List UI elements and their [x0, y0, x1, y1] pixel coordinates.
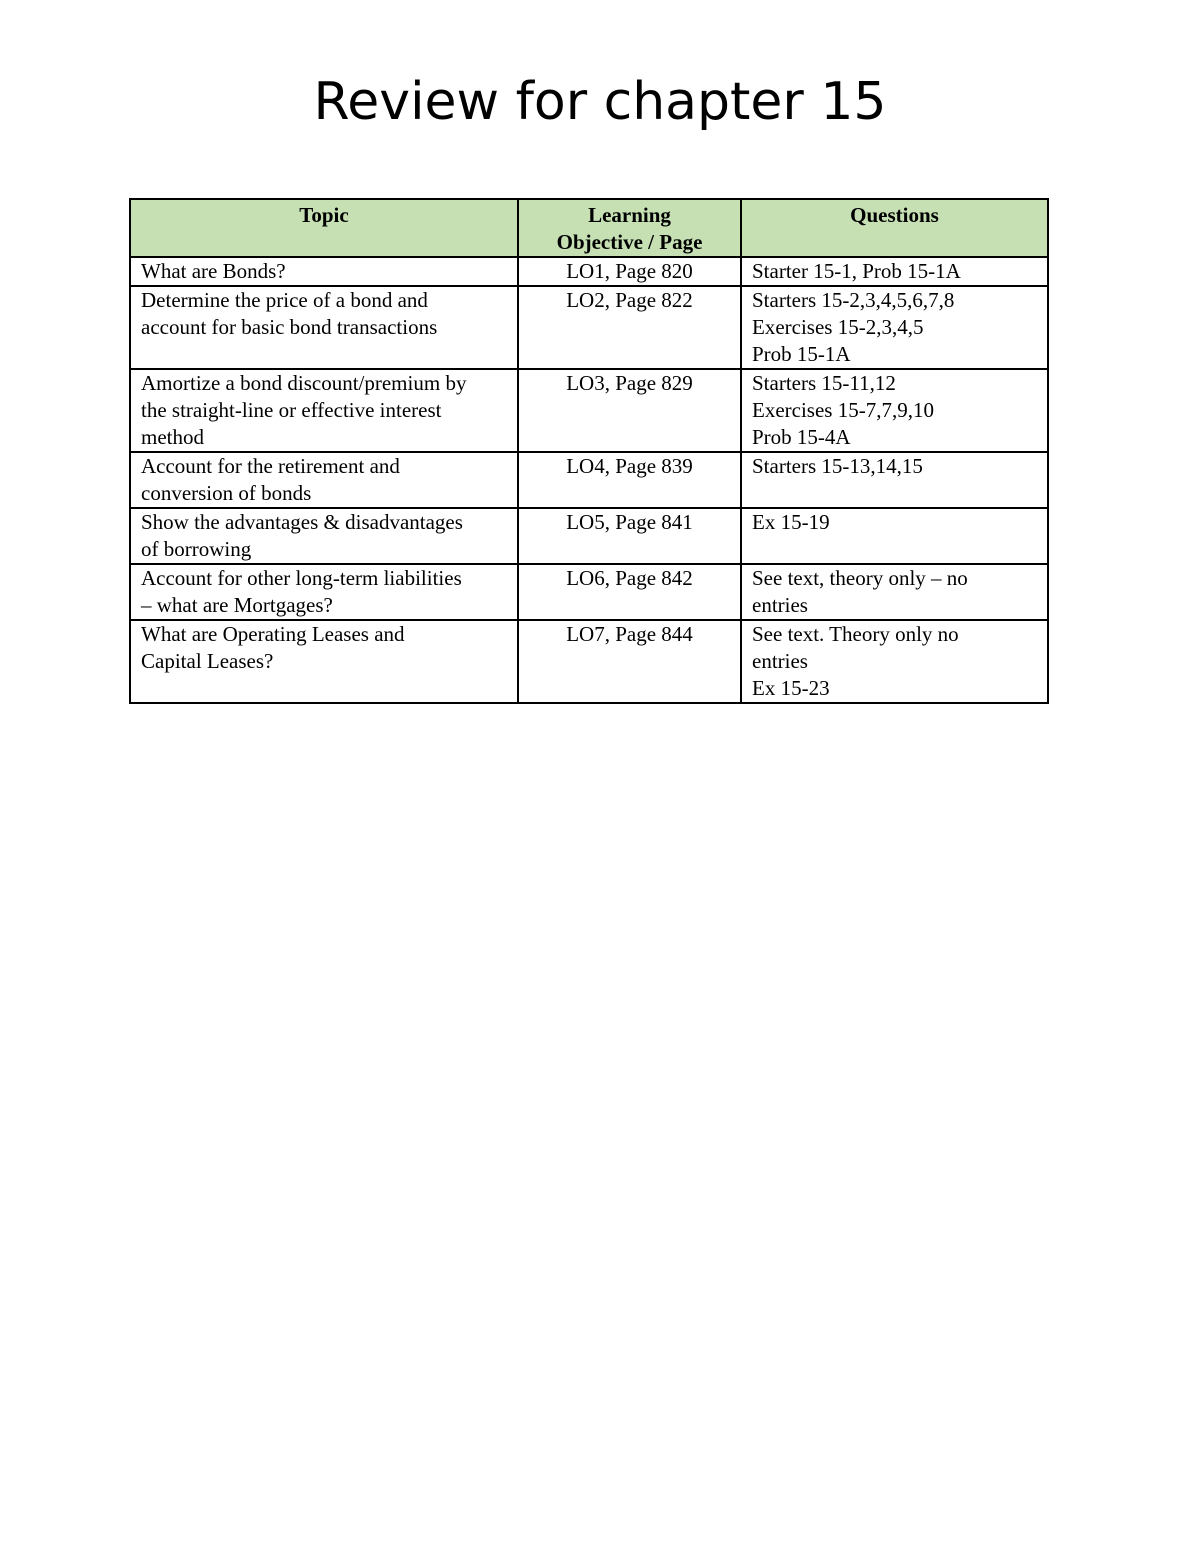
table-row	[130, 452, 1048, 508]
table-row	[130, 564, 1048, 620]
lo-cell: LO7, Page 844	[518, 620, 741, 703]
lo-cell: LO4, Page 839	[518, 452, 741, 508]
questions-line: Starters 15-11,12	[752, 371, 896, 395]
topic-line: conversion of bonds	[141, 481, 312, 505]
questions-line: Ex 15-23	[752, 676, 830, 700]
questions-cell	[741, 620, 1048, 703]
table-row	[130, 369, 1048, 452]
header-learning-objective	[518, 199, 741, 257]
topic-line: Amortize a bond discount/premium by	[141, 371, 467, 395]
questions-line: Ex 15-19	[752, 510, 830, 534]
questions-line: Starters 15-13,14,15	[752, 454, 923, 478]
lo-cell: LO3, Page 829	[518, 369, 741, 452]
lo-cell: LO6, Page 842	[518, 564, 741, 620]
questions-line: Exercises 15-2,3,4,5	[752, 315, 924, 339]
header-topic: Topic	[130, 199, 518, 257]
topic-line: the straight-line or effective interest	[141, 398, 442, 422]
table-header-row	[130, 199, 1048, 257]
questions-cell	[741, 508, 1048, 564]
lo-cell: LO2, Page 822	[518, 286, 741, 369]
table-row	[130, 508, 1048, 564]
table-row	[130, 257, 1048, 286]
topic-line: Capital Leases?	[141, 649, 274, 673]
questions-line: entries	[752, 649, 808, 673]
topic-cell	[130, 508, 518, 564]
table-row	[130, 286, 1048, 369]
questions-line: entries	[752, 593, 808, 617]
topic-line: account for basic bond transactions	[141, 315, 438, 339]
topic-line: – what are Mortgages?	[141, 593, 333, 617]
topic-cell	[130, 452, 518, 508]
topic-cell	[130, 369, 518, 452]
topic-line: method	[141, 425, 204, 449]
topic-line: What are Operating Leases and	[141, 622, 405, 646]
questions-cell	[741, 369, 1048, 452]
questions-line: See text, theory only – no	[752, 566, 968, 590]
topic-line: Account for the retirement and	[141, 454, 400, 478]
topic-cell	[130, 286, 518, 369]
questions-cell	[741, 564, 1048, 620]
topic-line: Account for other long-term liabilities	[141, 566, 462, 590]
topic-cell	[130, 620, 518, 703]
questions-line: Exercises 15-7,7,9,10	[752, 398, 934, 422]
page-title: Review for chapter 15	[313, 72, 887, 132]
topic-cell	[130, 257, 518, 286]
lo-cell: LO5, Page 841	[518, 508, 741, 564]
questions-cell	[741, 286, 1048, 369]
questions-cell	[741, 452, 1048, 508]
header-questions: Questions	[741, 199, 1048, 257]
topic-line: of borrowing	[141, 537, 252, 561]
questions-cell	[741, 257, 1048, 286]
topic-line: What are Bonds?	[141, 259, 286, 283]
review-table	[129, 198, 1049, 704]
lo-cell: LO1, Page 820	[518, 257, 741, 286]
questions-line: Prob 15-1A	[752, 342, 851, 366]
header-lo-line: Objective / Page	[556, 230, 703, 254]
table-row	[130, 620, 1048, 703]
header-lo-line: Learning	[588, 203, 671, 227]
questions-line: See text. Theory only no	[752, 622, 959, 646]
questions-line: Starter 15-1, Prob 15-1A	[752, 259, 961, 283]
questions-line: Starters 15-2,3,4,5,6,7,8	[752, 288, 955, 312]
topic-line: Determine the price of a bond and	[141, 288, 428, 312]
questions-line: Prob 15-4A	[752, 425, 851, 449]
topic-cell	[130, 564, 518, 620]
topic-line: Show the advantages & disadvantages	[141, 510, 463, 534]
